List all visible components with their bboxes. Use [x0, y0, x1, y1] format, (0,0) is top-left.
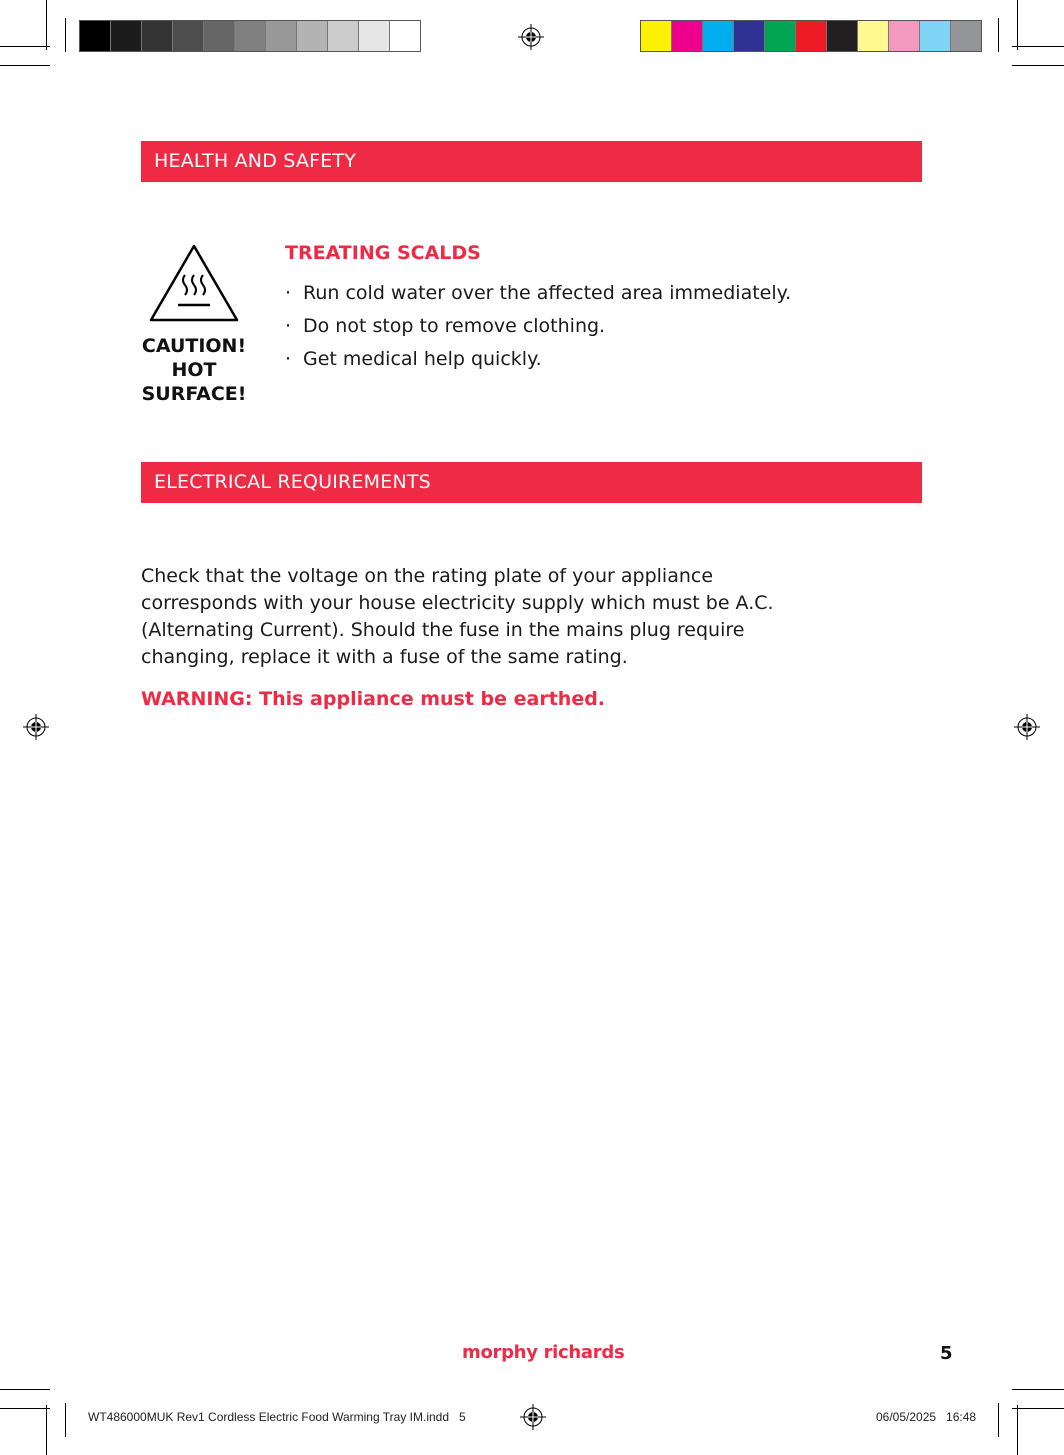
registration-mark-icon	[518, 24, 544, 50]
registration-mark-icon	[23, 714, 49, 740]
crop-mark	[1012, 46, 1064, 47]
scalds-list	[285, 277, 791, 376]
color-swatch	[858, 21, 889, 51]
hot-surface-warning-icon	[148, 243, 240, 323]
color-swatch	[951, 21, 981, 51]
color-swatch	[765, 21, 796, 51]
color-swatch	[173, 21, 204, 51]
caution-hot-surface-label	[136, 334, 252, 406]
color-swatch	[235, 21, 266, 51]
grayscale-color-bar	[79, 20, 421, 52]
electrical-paragraph	[141, 563, 881, 671]
caution-line: SURFACE!	[141, 383, 247, 405]
crop-mark	[1017, 0, 1018, 50]
color-swatch	[328, 21, 359, 51]
crop-mark	[998, 18, 999, 52]
registration-mark-icon	[1014, 714, 1040, 740]
crop-mark	[46, 1405, 47, 1455]
color-swatch	[266, 21, 297, 51]
crop-mark	[65, 18, 66, 52]
color-swatch	[796, 21, 827, 51]
crop-mark	[1012, 1389, 1064, 1390]
color-swatch	[297, 21, 328, 51]
caution-line: HOT	[171, 359, 217, 381]
color-swatch	[889, 21, 920, 51]
process-color-bar	[640, 20, 982, 52]
caution-line: CAUTION!	[141, 335, 247, 357]
color-swatch	[703, 21, 734, 51]
color-swatch	[672, 21, 703, 51]
list-item-text: Do not stop to remove clothing.	[303, 315, 606, 337]
health-and-safety-header: HEALTH AND SAFETY	[141, 141, 922, 182]
paragraph-line: (Alternating Current). Should the fuse in the mains plug require	[141, 619, 745, 641]
color-swatch	[641, 21, 672, 51]
color-swatch	[734, 21, 765, 51]
brand-logo: morphy richards	[462, 1342, 625, 1363]
list-item: · Get medical help quickly.	[285, 348, 542, 370]
crop-mark	[0, 46, 50, 47]
crop-mark	[46, 0, 47, 50]
crop-mark	[0, 1408, 50, 1409]
color-swatch	[920, 21, 951, 51]
list-item-text: Get medical help quickly.	[303, 348, 542, 370]
print-slug-date: 06/05/2025 16:48	[876, 1410, 977, 1424]
crop-mark	[0, 1389, 50, 1390]
color-swatch	[80, 21, 111, 51]
earthing-warning: WARNING: This appliance must be earthed.	[141, 688, 606, 710]
list-item: · Run cold water over the affected area immediately.	[285, 282, 792, 304]
crop-mark	[1012, 65, 1064, 66]
color-swatch	[390, 21, 420, 51]
color-swatch	[359, 21, 390, 51]
paragraph-line: corresponds with your house electricity supply which must be A.C.	[141, 592, 774, 614]
crop-mark	[0, 65, 50, 66]
color-swatch	[827, 21, 858, 51]
registration-mark-icon	[520, 1404, 546, 1430]
crop-mark	[1017, 1405, 1018, 1455]
crop-mark	[1012, 1408, 1064, 1409]
treating-scalds-heading: TREATING SCALDS	[285, 242, 481, 264]
electrical-requirements-header: ELECTRICAL REQUIREMENTS	[141, 462, 922, 503]
print-slug-filename: WT486000MUK Rev1 Cordless Electric Food Warming Tray IM.indd 5	[88, 1410, 466, 1424]
color-swatch	[142, 21, 173, 51]
color-swatch	[204, 21, 235, 51]
list-item: · Do not stop to remove clothing.	[285, 315, 606, 337]
crop-mark	[65, 1403, 66, 1437]
page-number: 5	[940, 1343, 953, 1364]
list-item-text: Run cold water over the affected area immediately.	[303, 282, 792, 304]
paragraph-line: changing, replace it with a fuse of the same rating.	[141, 646, 628, 668]
color-swatch	[111, 21, 142, 51]
paragraph-line: Check that the voltage on the rating plate of your appliance	[141, 565, 714, 587]
crop-mark	[998, 1403, 999, 1437]
